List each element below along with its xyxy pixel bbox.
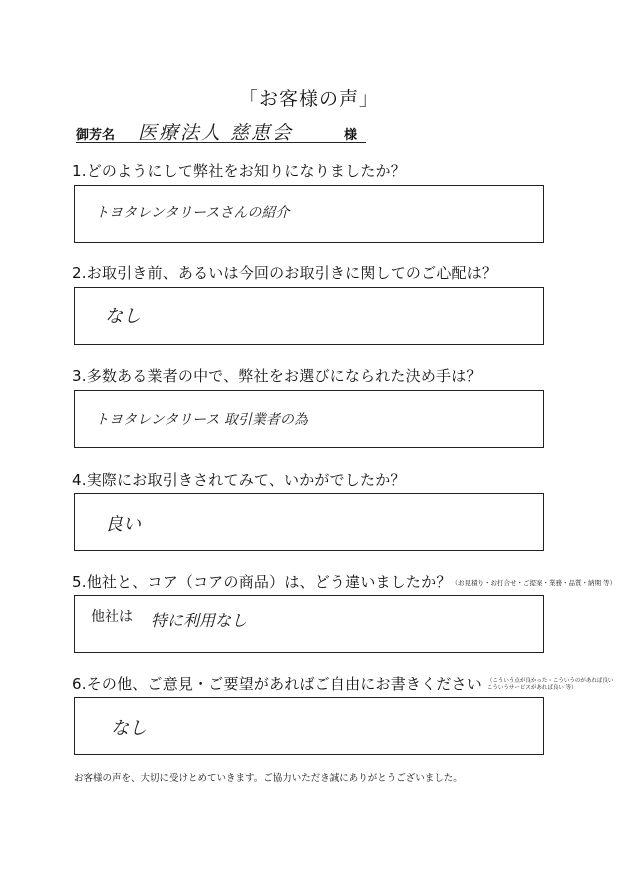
answer-6-text: なし xyxy=(111,718,147,739)
question-3-text: 3.多数ある業者の中で、弊社をお選びになられた決め手は？ xyxy=(72,367,482,385)
question-5-label xyxy=(72,571,616,592)
question-4-label xyxy=(72,469,406,490)
question-4-text: 4.実際にお取引きされてみて、いかがでしたか？ xyxy=(72,471,406,489)
question-2-text: 2.お取引き前、あるいは今回のお取引きに関してのご心配は？ xyxy=(72,264,498,282)
question-1-text: 1.どのようにして弊社をお知りになりましたか？ xyxy=(72,162,406,180)
answer-5-text: 特に利用なし xyxy=(151,611,248,630)
name-label: 御芳名 xyxy=(76,128,116,143)
question-6-note-line1: （こういう点が良かった・こういうのがあれば良い xyxy=(486,677,614,684)
question-5-note: （お見積り・お打合せ・ご提案・業務・品質・納期 等） xyxy=(451,579,617,587)
footer-thanks: お客様の声を、大切に受けとめていきます。ご協力いただき誠にありがとうございました。 xyxy=(74,773,463,784)
name-honorific: 様 xyxy=(344,128,358,143)
answer-3-text: トヨタレンタリース 取引業者の為 xyxy=(95,412,308,428)
question-6-note-line2: こういうサービスがあれば良い 等） xyxy=(486,684,577,691)
answer-5-printed-prefix: 他社は xyxy=(91,609,133,625)
answer-5-box[interactable] xyxy=(74,595,544,653)
question-2-label xyxy=(72,262,497,283)
answer-4-text: 良い xyxy=(105,514,141,535)
question-3-label xyxy=(72,365,482,386)
name-underline xyxy=(76,142,366,143)
question-1-label xyxy=(72,160,406,181)
answer-2-box[interactable] xyxy=(74,287,544,345)
answer-1-text: トヨタレンタリースさんの紹介 xyxy=(95,205,290,221)
answer-4-box[interactable] xyxy=(74,493,544,551)
answer-2-text: なし xyxy=(105,306,141,327)
question-6-text: 6.その他、ご意見・ご要望があればご自由にお書きください xyxy=(72,675,482,693)
question-5-text: 5.他社と、コア（コアの商品）は、どう違いましたか？ xyxy=(72,573,452,591)
answer-6-box[interactable] xyxy=(74,697,544,755)
customer-name-row xyxy=(76,118,366,144)
question-6-note xyxy=(487,678,614,692)
survey-title: 「お客様の声」 xyxy=(238,88,379,110)
customer-name-value: 医療法人 慈恵会 xyxy=(138,122,294,144)
question-6-label xyxy=(72,673,613,694)
answer-1-box[interactable] xyxy=(74,185,544,243)
answer-3-box[interactable] xyxy=(74,390,544,448)
